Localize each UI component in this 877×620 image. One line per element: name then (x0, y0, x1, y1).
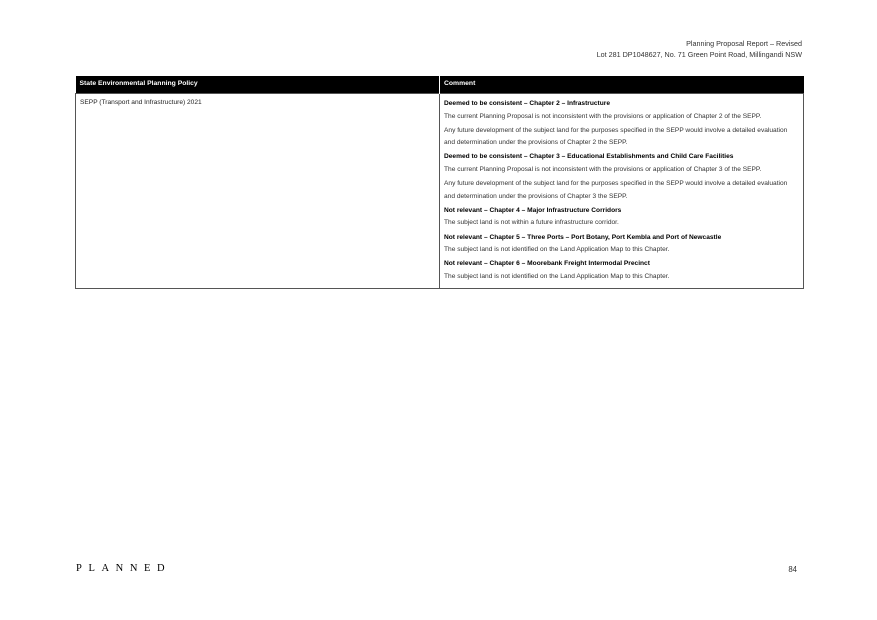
section-paragraph: The current Planning Proposal is not inconsistent with the provisions or application of Chapter 2 of the SEPP. (444, 112, 762, 120)
page-number: 84 (788, 565, 797, 574)
section-heading: Not relevant – Chapter 5 – Three Ports – Port Botany, Port Kembla and Port of Newcastle (444, 233, 722, 241)
comment-cell (440, 93, 804, 288)
section-paragraph: The current Planning Proposal is not inconsistent with the provisions or application of Chapter 3 of the SEPP. (444, 166, 762, 174)
header-report-title: Planning Proposal Report – Revised (686, 39, 802, 48)
page-header (597, 38, 802, 60)
section-paragraph: The subject land is not identified on the Land Application Map to this Chapter. (444, 246, 670, 254)
section-heading: Deemed to be consistent – Chapter 3 – Educational Establishments and Child Care Facilities (444, 153, 734, 161)
sepp-table (75, 76, 804, 289)
policy-cell: SEPP (Transport and Infrastructure) 2021 (76, 93, 440, 288)
section-heading: Not relevant – Chapter 6 – Moorebank Freight Intermodal Precinct (444, 260, 650, 268)
column-header-policy: State Environmental Planning Policy (76, 76, 440, 93)
table-row (76, 93, 804, 288)
section-heading: Not relevant – Chapter 4 – Major Infrastructure Corridors (444, 206, 622, 214)
brand-logo: PLANNED (76, 563, 172, 574)
section-paragraph: Any future development of the subject land for the purposes specified in the SEPP would involve a detailed evaluation and determination under the provisions of Chapter 2 the SEPP. (444, 126, 788, 147)
section-paragraph: Any future development of the subject land for the purposes specified in the SEPP would involve a detailed evaluation and determination under the provisions of Chapter 3 the SEPP. (444, 180, 788, 200)
section-paragraph: The subject land is not identified on the Land Application Map to this Chapter. (444, 272, 670, 280)
table-header-row (76, 76, 804, 93)
section-heading: Deemed to be consistent – Chapter 2 – Infrastructure (444, 100, 610, 108)
column-header-comment: Comment (440, 76, 804, 93)
header-property-address: Lot 281 DP1048627, No. 71 Green Point Road, Millingandi NSW (596, 50, 802, 59)
section-paragraph: The subject land is not within a future infrastructure corridor. (444, 219, 619, 227)
